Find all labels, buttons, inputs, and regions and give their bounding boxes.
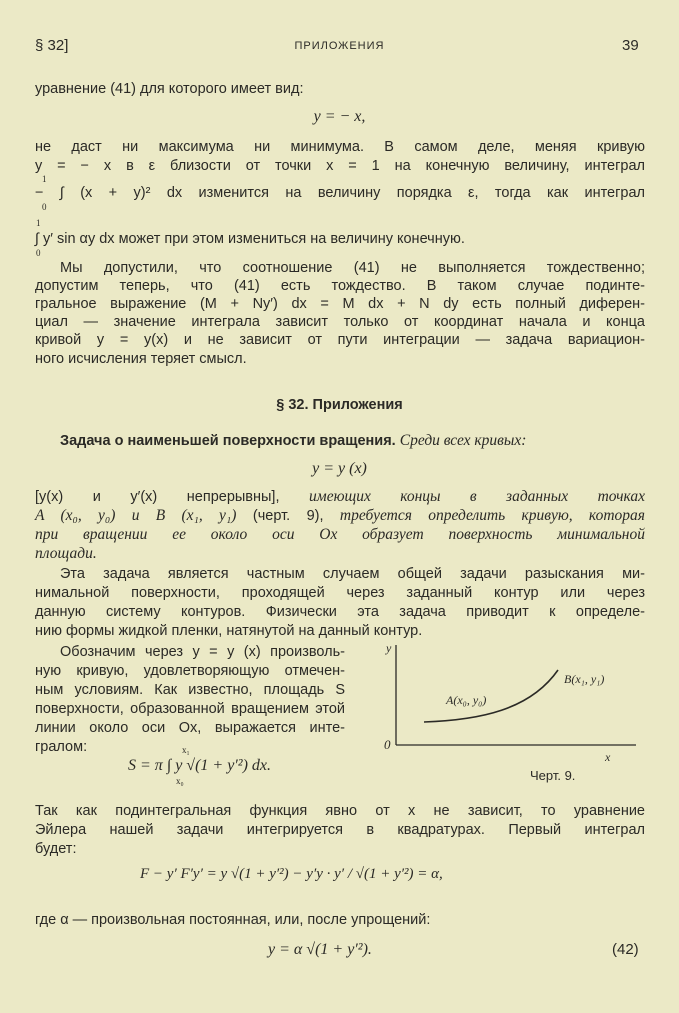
paragraph-line: уравнение (41) для которого имеет вид: — [35, 81, 304, 97]
paragraph-line: − ∫ (x + y)² dx изменится на величину порядка ε, тогда как интеграл — [35, 185, 645, 201]
text-italic: требуется определить кривую, которая — [339, 507, 645, 524]
paragraph-line: ную кривую, удовлетворяющую отмечен- — [35, 663, 345, 679]
paragraph-line — [35, 507, 645, 525]
text-italic: A (x₀, y₀) и B (x₁, y₁) — [35, 507, 237, 524]
first-integral-equation: F − y′ F′y′ = y √(1 + y′²) − y′y · y′ / √(1 + y′²) = α, — [140, 866, 443, 882]
page-number: 39 — [622, 37, 639, 54]
paragraph-line: где α — произвольная постоянная, или, после упрощений: — [35, 912, 431, 928]
paragraph-line: при вращении ее около оси Ox образует поверхность минимальной — [35, 526, 645, 543]
paragraph-line: площади. — [35, 545, 97, 562]
text: [y(x) и y′(x) непрерывны], — [35, 489, 280, 505]
header-section: § 32] — [35, 37, 69, 54]
paragraph-line: Эйлера нашей задачи интегрируется в квадратурах. Первый интеграл — [35, 822, 645, 838]
x-axis-label: x — [605, 750, 611, 764]
point-a-label: A(x₀, y₀) — [446, 693, 487, 707]
paragraph-line: гральное выражение (M + Ny′) dx = M dx + N dy есть полный диферен- — [35, 296, 645, 312]
paragraph-line: нию формы жидкой пленки, натянутой на данный контур. — [35, 623, 423, 639]
integral-upper-limit: 1 — [42, 174, 47, 184]
figure-diagram — [380, 640, 640, 760]
section-heading: § 32. Приложения — [276, 397, 403, 413]
y-axis-label: y — [386, 641, 392, 655]
integral-lower-limit: 0 — [42, 202, 47, 212]
problem-text: Среди всех кривых: — [399, 432, 527, 449]
integral-lower-limit: 0 — [36, 248, 41, 258]
text-italic: имеющих концы в заданных точках — [309, 488, 646, 505]
paragraph-line: Так как подинтегральная функция явно от x не зависит, то уравнение — [35, 803, 645, 819]
paragraph-line: ∫ y′ sin αy dx может при этом измениться на величину конечную. — [35, 231, 465, 247]
problem-statement — [60, 432, 645, 450]
paragraph-line: гралом: — [35, 739, 88, 755]
paragraph-line — [35, 488, 645, 506]
paragraph-line: кривой y = y(x) и не зависит от пути интеграции — задача вариацион- — [35, 332, 645, 348]
paragraph-line: не даст ни максимума ни минимума. В самом деле, меняя кривую — [35, 139, 645, 155]
paragraph-line: нимальной поверхности, проходящей через заданный контур или через — [35, 585, 645, 601]
equation-42: y = α √(1 + y′²). — [268, 941, 372, 958]
surface-area-equation: S = π ∫ y √(1 + y′²) dx. — [128, 757, 272, 774]
paragraph-line: будет: — [35, 841, 77, 857]
paragraph-line: Эта задача является частным случаем общей задачи разыскания ми- — [60, 566, 645, 582]
paragraph-line: линии около оси Ox, выражается инте- — [35, 720, 345, 736]
paragraph-line: ного исчисления теряет смысл. — [35, 351, 247, 367]
figure-caption: Черт. 9. — [530, 768, 576, 783]
paragraph-line: Обозначим через y = y (x) произволь- — [60, 644, 345, 660]
paragraph-line: поверхности, образованной вращением этой — [35, 701, 345, 717]
integral-upper-limit: 1 — [36, 218, 41, 228]
problem-title: Задача о наименьшей поверхности вращения. — [60, 433, 396, 449]
paragraph-line: ным условиям. Как известно, площадь S — [35, 682, 345, 698]
paragraph-line: y = − x в ε близости от точки x = 1 на конечную величину, интеграл — [35, 158, 645, 174]
paragraph-line: данную систему контуров. Физически эта задача приводит к определе- — [35, 604, 645, 620]
curve — [424, 670, 558, 722]
equation-number: (42) — [612, 941, 639, 958]
paragraph-line: Мы допустили, что соотношение (41) не выполняется тождественно; — [60, 260, 645, 276]
paragraph-line: допустим теперь, что (41) есть тождество. В таком случае подинте- — [35, 278, 645, 294]
paragraph-line: циал — значение интеграла зависит только от координат начала и конца — [35, 314, 645, 330]
point-b-label: B(x₁, y₁) — [564, 672, 605, 686]
integral-upper-limit: x₁ — [182, 745, 190, 755]
text: (черт. 9), — [252, 508, 324, 524]
integral-lower-limit: x₀ — [176, 776, 184, 786]
origin-label: 0 — [384, 737, 391, 752]
equation: y = − x, — [313, 108, 366, 125]
header-title: ПРИЛОЖЕНИЯ — [294, 40, 385, 52]
equation: y = y (x) — [312, 460, 367, 477]
